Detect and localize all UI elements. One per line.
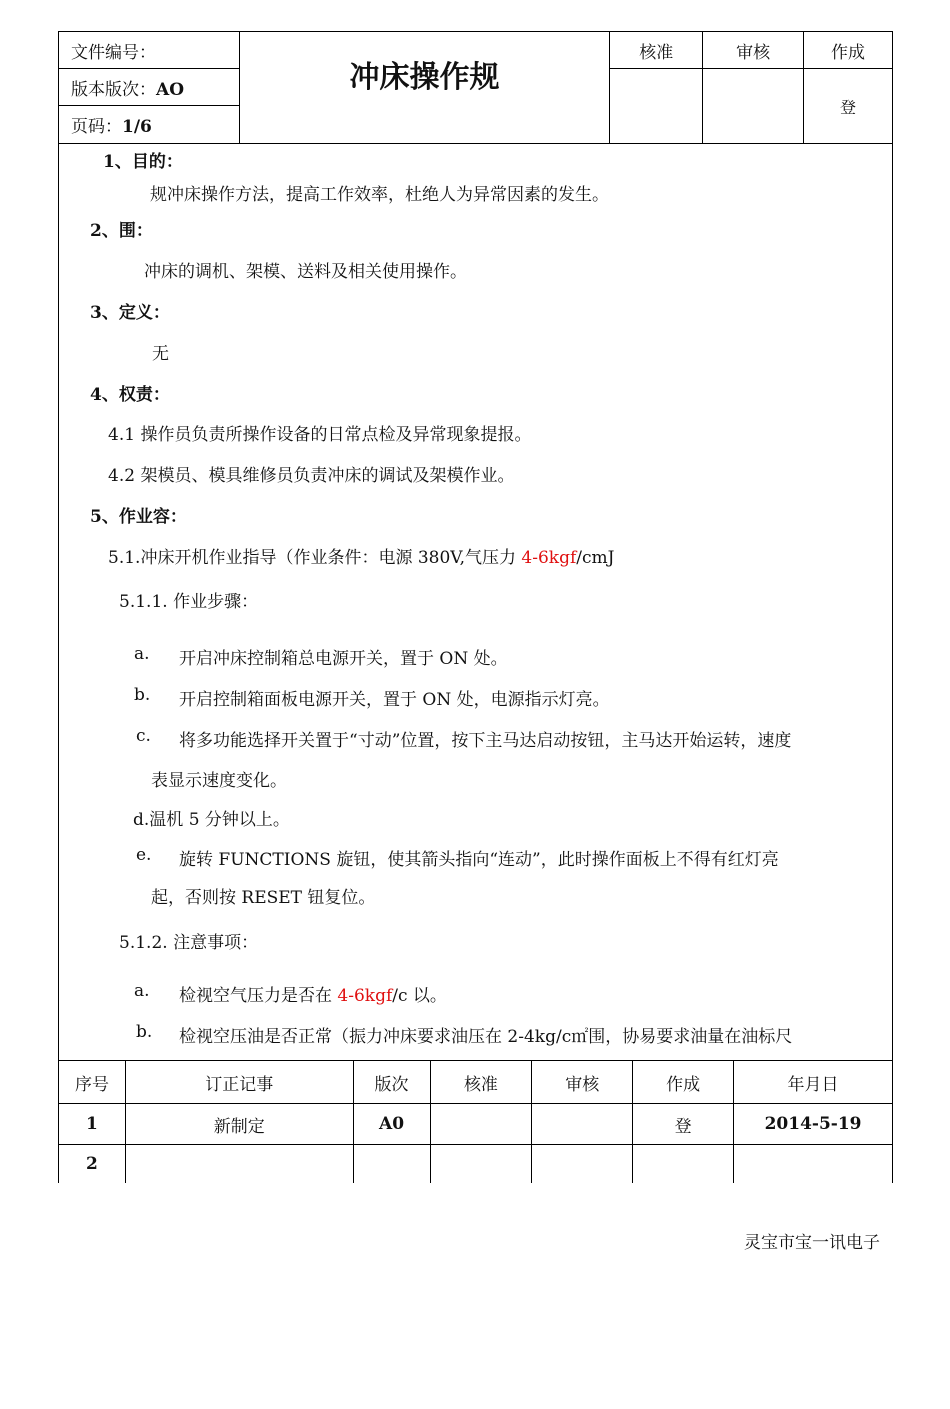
document-title-cell <box>239 32 610 144</box>
version-value: AO <box>156 79 184 100</box>
col-version: 版次 <box>353 1061 430 1104</box>
section-5-title: 5、作业容： <box>90 507 187 527</box>
section-2-body: 冲床的调机、架模、送料及相关使用操作。 <box>144 262 467 282</box>
col-approve: 核准 <box>430 1061 532 1104</box>
note-a <box>179 981 447 1006</box>
header-table <box>58 31 893 144</box>
section-4-1: 4.1 操作员负责所操作设备的日常点检及异常现象提报。 <box>108 425 532 445</box>
cell-approve <box>430 1104 532 1145</box>
col-date: 年月日 <box>734 1061 893 1104</box>
table-row <box>59 1145 893 1183</box>
step-c-label: c. <box>136 726 151 746</box>
review-header: 审核 <box>703 32 804 69</box>
version-label: 版本版次： <box>71 79 156 100</box>
note-b-label: b. <box>136 1022 153 1042</box>
step-c-cont: 表显示速度变化。 <box>151 771 287 791</box>
author-header: 作成 <box>804 32 893 69</box>
page-cell <box>59 106 240 144</box>
col-notes: 订正记事 <box>125 1061 353 1104</box>
note-a-label: a. <box>134 981 150 1001</box>
cell-notes: 新制定 <box>125 1104 353 1145</box>
cell-author <box>633 1145 734 1183</box>
step-c: 将多功能选择开关置于“寸动”位置，按下主马达启动按钮，主马达开始运转，速度 <box>179 731 792 751</box>
step-e-label: e. <box>136 845 152 865</box>
author-value: 登 <box>840 97 857 117</box>
cell-date: 2014-5-19 <box>734 1104 893 1145</box>
section-1-body: 规冲床操作方法，提高工作效率，杜绝人为异常因素的发生。 <box>150 185 609 205</box>
page-value: 1/6 <box>122 117 152 137</box>
approve-sign-cell <box>610 69 703 144</box>
section-3-body: 无 <box>152 344 169 364</box>
step-d: d.温机 5 分钟以上。 <box>133 810 290 830</box>
author-sign-cell <box>804 69 893 144</box>
section-5-1-pressure: 4-6kgf <box>521 548 577 568</box>
section-5-1 <box>108 543 614 568</box>
col-seq: 序号 <box>59 1061 126 1104</box>
cell-notes <box>125 1145 353 1183</box>
approve-header: 核准 <box>610 32 703 69</box>
company-name: 灵宝市宝一讯电子 <box>744 1233 880 1253</box>
section-5-1-unit: /cmJ <box>576 548 615 568</box>
note-b: 检视空压油是否正常（振力冲床要求油压在 2-4kg/c㎡围，协易要求油量在油标尺 <box>179 1027 793 1047</box>
cell-review <box>532 1145 633 1183</box>
cell-date <box>734 1145 893 1183</box>
table-row <box>59 1104 893 1145</box>
col-review: 审核 <box>532 1061 633 1104</box>
cell-author: 登 <box>633 1104 734 1145</box>
step-e: 旋转 FUNCTIONS 旋钮，使其箭头指向“连动”，此时操作面板上不得有红灯亮 <box>179 850 779 870</box>
section-2-title: 2、围： <box>90 221 153 241</box>
step-b: 开启控制箱面板电源开关，置于 ON 处，电源指示灯亮。 <box>179 690 610 710</box>
cell-seq: 1 <box>59 1104 126 1145</box>
document-title: 冲床操作规 <box>349 60 500 95</box>
revision-header-row <box>59 1061 893 1104</box>
step-b-label: b. <box>134 685 151 705</box>
cell-version: A0 <box>353 1104 430 1145</box>
step-e-cont: 起，否则按 RESET 钮复位。 <box>151 888 376 908</box>
section-4-title: 4、权责： <box>90 385 170 405</box>
cell-seq: 2 <box>59 1145 126 1183</box>
section-3-title: 3、定义： <box>90 303 170 323</box>
step-a-label: a. <box>134 644 150 664</box>
note-a-text: 检视空气压力是否在 <box>179 986 338 1006</box>
version-cell <box>59 69 240 106</box>
file-no-label: 文件编号： <box>59 32 240 69</box>
revision-table <box>58 1060 893 1183</box>
section-5-1-text: 5.1.冲床开机作业指导（作业条件：电源 380V,气压力 <box>108 548 522 568</box>
col-author: 作成 <box>633 1061 734 1104</box>
cell-approve <box>430 1145 532 1183</box>
review-sign-cell <box>703 69 804 144</box>
step-a: 开启冲床控制箱总电源开关，置于 ON 处。 <box>179 649 508 669</box>
cell-version <box>353 1145 430 1183</box>
note-a-pressure: 4-6kgf <box>337 986 393 1006</box>
note-a-unit: /c 以。 <box>392 986 447 1006</box>
section-5-1-2: 5.1.2. 注意事项： <box>119 933 259 953</box>
cell-review <box>532 1104 633 1145</box>
section-1-title: 1、目的： <box>103 152 183 172</box>
page-label: 页码： <box>71 117 122 137</box>
section-4-2: 4.2 架模员、模具维修员负责冲床的调试及架模作业。 <box>108 466 515 486</box>
section-5-1-1: 5.1.1. 作业步骤： <box>119 592 259 612</box>
